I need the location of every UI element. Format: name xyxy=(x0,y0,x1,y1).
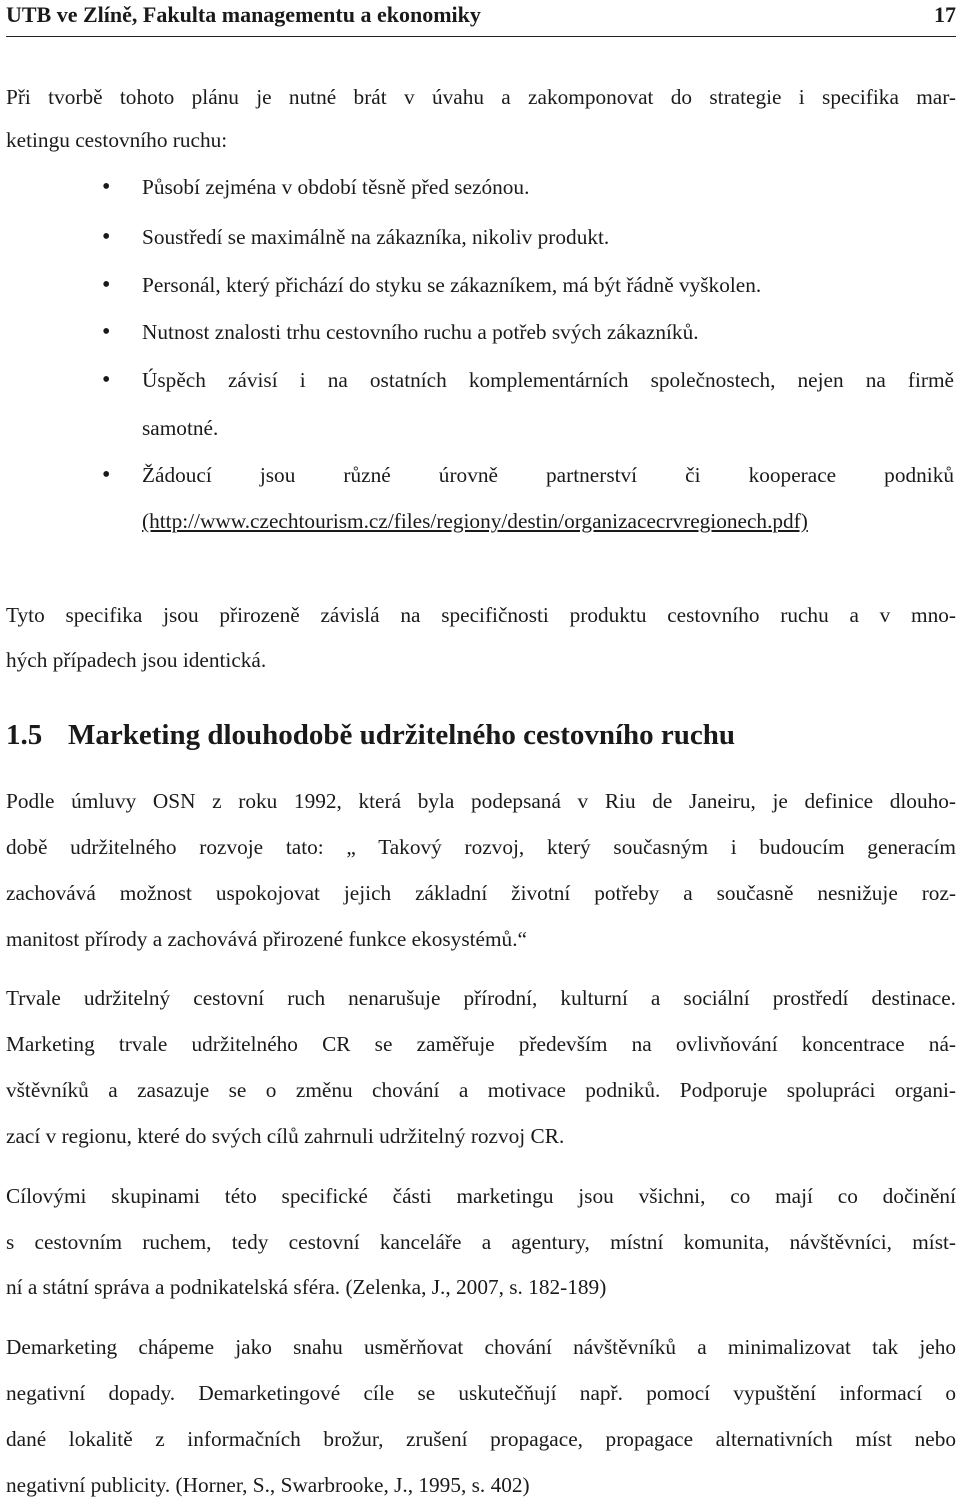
para-line: ní a státní správa a podnikatelská sféra. (Zelenka, J., 2007, s. 182-189) xyxy=(6,1275,607,1299)
bullet-text: Soustředí se maximálně na zákazníka, nikoliv produkt. xyxy=(142,225,610,249)
page-number: 17 xyxy=(934,2,956,27)
bullet-icon: • xyxy=(102,367,111,393)
para-line: Marketing trvale udržitelného CR se zaměřuje především na ovlivňování koncentrace ná- xyxy=(6,1032,956,1056)
page-header xyxy=(6,0,956,37)
bullet-text: Nutnost znalosti trhu cestovního ruchu a potřeb svých zákazníků. xyxy=(142,320,699,344)
bullet-text: Personál, který přichází do styku se zákazníkem, má být řádně vyškolen. xyxy=(142,273,762,297)
bullet-icon: • xyxy=(102,174,111,200)
intro-line-1: Při tvorbě tohoto plánu je nutné brát v úvahu a zakomponovat do strategie i specifika mar- xyxy=(6,85,956,109)
bullet-icon: • xyxy=(102,224,111,250)
para-line: manitost přírody a zachovává přirozené funkce ekosystémů.“ xyxy=(6,927,527,951)
para-line: zachovává možnost uspokojovat jejich základní životní potřeby a současně nesnižuje roz- xyxy=(6,881,956,905)
bullet-text: Úspěch závisí i na ostatních komplementárních společnostech, nejen na firmě xyxy=(142,368,954,392)
section-number: 1.5 xyxy=(6,719,43,751)
intro-line-2: ketingu cestovního ruchu: xyxy=(6,128,228,152)
bullet-text: Žádoucí jsou různé úrovně partnerství či kooperace podniků xyxy=(142,463,954,487)
para-line: negativní dopady. Demarketingové cíle se uskutečňují např. pomocí vypuštění informací o xyxy=(6,1381,956,1405)
bullet-text: samotné. xyxy=(142,416,219,440)
section-title: Marketing dlouhodobě udržitelného cestovního ruchu xyxy=(68,719,736,751)
para-line: Trvale udržitelný cestovní ruch nenarušuje přírodní, kulturní a sociální prostředí destinace. xyxy=(6,986,956,1010)
para-line: dané lokalitě z informačních brožur, zrušení propagace, propagace alternativních míst nebo xyxy=(6,1427,956,1451)
para-line: době udržitelného rozvoje tato: „ Takový rozvoj, který současným i budoucím generacím xyxy=(6,835,956,859)
bullet-icon: • xyxy=(102,319,111,345)
section-heading xyxy=(6,712,735,759)
bullet-icon: • xyxy=(102,462,111,488)
bullet-icon: • xyxy=(102,272,111,298)
para-line: Cílovými skupinami této specifické části marketingu jsou všichni, co mají co dočinění xyxy=(6,1184,956,1208)
para-line: negativní publicity. (Horner, S., Swarbrooke, J., 1995, s. 402) xyxy=(6,1473,530,1497)
header-title: UTB ve Zlíně, Fakulta managementu a ekonomiky xyxy=(6,2,481,27)
para-line: hých případech jsou identická. xyxy=(6,648,267,672)
para-line: Tyto specifika jsou přirozeně závislá na specifičnosti produktu cestovního ruchu a v mno- xyxy=(6,603,956,627)
para-line: vštěvníků a zasazuje se o změnu chování a motivace podniků. Podporuje spolupráci organi- xyxy=(6,1078,956,1102)
para-line: zací v regionu, které do svých cílů zahrnuli udržitelný rozvoj CR. xyxy=(6,1124,565,1148)
para-line: Demarketing chápeme jako snahu usměrňovat chování návštěvníků a minimalizovat tak jeho xyxy=(6,1335,956,1359)
source-link[interactable]: (http://www.czechtourism.cz/files/regiony/destin/organizacecrvregionech.pdf) xyxy=(142,509,808,533)
para-line: s cestovním ruchem, tedy cestovní kanceláře a agentury, místní komunita, návštěvníci, míst- xyxy=(6,1230,956,1254)
bullet-text: Působí zejména v období těsně před sezónou. xyxy=(142,175,530,199)
para-line: Podle úmluvy OSN z roku 1992, která byla podepsaná v Riu de Janeiru, je definice dlouho- xyxy=(6,789,956,813)
